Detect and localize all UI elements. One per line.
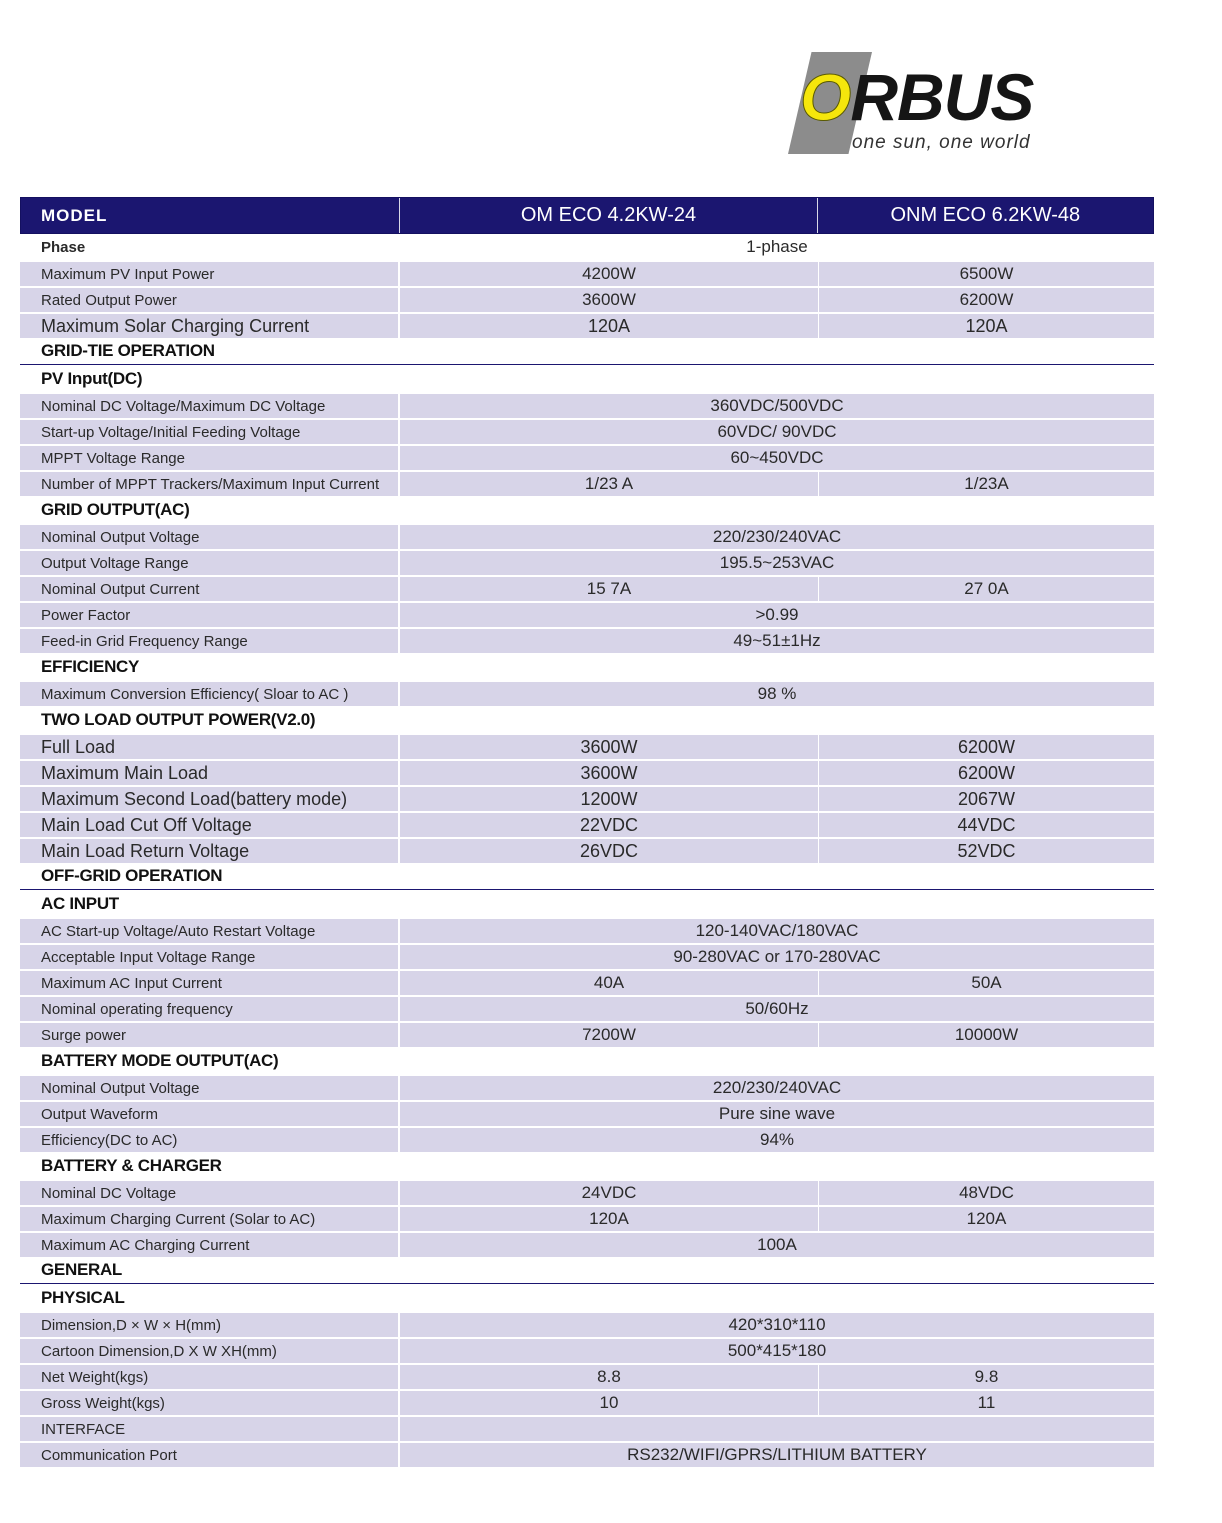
section-heading: PHYSICAL [41, 1287, 125, 1307]
table-row [20, 680, 1154, 706]
table-row [20, 418, 1154, 444]
table-row [20, 837, 1154, 863]
table-row [20, 523, 1154, 549]
table-row [20, 1363, 1154, 1389]
row-label: Maximum Main Load [20, 761, 400, 785]
row-label: Start-up Voltage/Initial Feeding Voltage [20, 420, 400, 444]
value-model-1: 1/23 A [584, 474, 634, 493]
table-row [20, 1389, 1154, 1415]
value-model-1: 26VDC [579, 840, 639, 861]
value-model-1: 15 7A [586, 579, 632, 598]
header-model-1: OM ECO 4.2KW-24 [400, 198, 817, 233]
value-model-1: 3600W [580, 736, 638, 757]
row-label: Nominal operating frequency [20, 997, 400, 1021]
value-model-1: 7200W [582, 1025, 636, 1044]
row-label: Nominal DC Voltage/Maximum DC Voltage [20, 394, 400, 418]
row-label: Power Factor [20, 603, 400, 627]
value-model-2: 48VDC [818, 1181, 1154, 1205]
value-both-models: Pure sine wave [718, 1104, 836, 1123]
logo-tagline: one sun, one world [852, 132, 1031, 153]
table-row [20, 1126, 1154, 1152]
table-row [20, 1415, 1154, 1441]
value-both-models: 120-140VAC/180VAC [695, 921, 859, 940]
row-label: Main Load Return Voltage [20, 839, 400, 863]
value-model-1: 1200W [580, 788, 638, 809]
value-both-models: 500*415*180 [727, 1341, 827, 1360]
value-model-1: 8.8 [597, 1367, 621, 1386]
value-model-2: 10000W [818, 1023, 1154, 1047]
value-model-2: 120A [818, 1207, 1154, 1231]
value-model-2: 6200W [818, 761, 1154, 785]
row-label: Communication Port [20, 1443, 400, 1467]
section-heading-row [20, 1284, 1154, 1311]
logo-letters-rest: RBUS [850, 60, 1034, 134]
table-row [20, 260, 1154, 286]
value-model-2: 1/23A [818, 472, 1154, 496]
row-label: Acceptable Input Voltage Range [20, 945, 400, 969]
table-row [20, 1205, 1154, 1231]
row-label: Rated Output Power [20, 288, 400, 312]
row-label: Net Weight(kgs) [20, 1365, 400, 1389]
value-model-2: 52VDC [818, 839, 1154, 863]
value-both-models: 50/60Hz [745, 999, 809, 1018]
value-model-2: 44VDC [818, 813, 1154, 837]
table-row [20, 1100, 1154, 1126]
row-label: Phase [41, 238, 86, 256]
row-label: Number of MPPT Trackers/Maximum Input Current [20, 472, 400, 496]
section-heading-row [20, 863, 1154, 890]
section-heading-row [20, 890, 1154, 917]
value-both-models: 98 % [757, 684, 797, 703]
table-row [20, 733, 1154, 759]
table-row [20, 1179, 1154, 1205]
value-model-1: 120A [589, 1209, 629, 1228]
header-model-label: MODEL [21, 198, 400, 233]
section-heading: TWO LOAD OUTPUT POWER(V2.0) [41, 709, 316, 729]
value-model-1: 40A [593, 973, 625, 992]
value-model-1: 3600W [580, 762, 638, 783]
row-label: Nominal Output Voltage [20, 1076, 400, 1100]
row-label: Dimension,D × W × H(mm) [20, 1313, 400, 1337]
table-row [20, 470, 1154, 496]
table-row [20, 286, 1154, 312]
logo-letter-o: O [800, 60, 851, 134]
row-label: Cartoon Dimension,D X W XH(mm) [20, 1339, 400, 1363]
value-both-models: 60~450VDC [730, 448, 824, 467]
table-row [20, 392, 1154, 418]
section-heading: AC INPUT [41, 893, 119, 913]
table-row [20, 1337, 1154, 1363]
section-heading: BATTERY & CHARGER [41, 1155, 222, 1175]
row-label: Maximum AC Input Current [20, 971, 400, 995]
value-both-models [400, 1417, 1154, 1441]
value-both-models: 420*310*110 [728, 1315, 826, 1334]
table-row [20, 943, 1154, 969]
value-both-models: 100A [757, 1235, 797, 1254]
table-header-row [20, 197, 1154, 234]
table-row [20, 759, 1154, 785]
value-both-models: 195.5~253VAC [719, 553, 835, 572]
section-heading: OFF-GRID OPERATION [41, 866, 223, 885]
row-label: Output Waveform [20, 1102, 400, 1126]
section-heading: GENERAL [41, 1260, 123, 1279]
row-label: Maximum Charging Current (Solar to AC) [20, 1207, 400, 1231]
row-label: Maximum Second Load(battery mode) [20, 787, 400, 811]
section-heading: EFFICIENCY [41, 656, 140, 676]
value-model-2: 120A [818, 314, 1154, 338]
spec-table [20, 197, 1154, 1467]
table-row [20, 811, 1154, 837]
table-body [20, 234, 1154, 1467]
table-row [20, 444, 1154, 470]
section-heading: GRID-TIE OPERATION [41, 341, 215, 360]
section-heading: BATTERY MODE OUTPUT(AC) [41, 1050, 279, 1070]
row-label: Maximum Solar Charging Current [20, 314, 400, 338]
row-label: Efficiency(DC to AC) [20, 1128, 400, 1152]
value-both-models: 49~51±1Hz [733, 631, 821, 650]
table-row [20, 549, 1154, 575]
table-row [20, 312, 1154, 338]
value-both-models: 220/230/240VAC [712, 1078, 842, 1097]
table-row [20, 995, 1154, 1021]
value-model-2: 6500W [818, 262, 1154, 286]
table-row [20, 601, 1154, 627]
orbus-logo [788, 52, 1088, 158]
table-row [20, 1074, 1154, 1100]
value-model-2: 6200W [818, 735, 1154, 759]
section-heading: GRID OUTPUT(AC) [41, 499, 190, 519]
section-heading-row [20, 1152, 1154, 1179]
section-heading-row [20, 1257, 1154, 1284]
value-both-models: 94% [759, 1130, 795, 1149]
table-row [20, 575, 1154, 601]
section-heading: PV Input(DC) [41, 368, 143, 388]
table-row [20, 917, 1154, 943]
value-both-models: 1-phase [746, 237, 808, 256]
value-model-1: 10 [599, 1393, 619, 1412]
table-row [20, 785, 1154, 811]
logo-brand-text [800, 60, 1034, 134]
section-heading-row [20, 365, 1154, 392]
table-row [20, 1311, 1154, 1337]
table-row [20, 627, 1154, 653]
row-label: INTERFACE [20, 1417, 400, 1441]
value-both-models: >0.99 [755, 605, 799, 624]
row-label: Nominal Output Voltage [20, 525, 400, 549]
value-model-1: 22VDC [579, 814, 639, 835]
section-heading-row [20, 496, 1154, 523]
value-model-2: 11 [818, 1391, 1154, 1415]
value-both-models: 90-280VAC or 170-280VAC [673, 947, 881, 966]
row-label: Maximum Conversion Efficiency( Sloar to AC ) [20, 682, 400, 706]
value-model-2: 2067W [818, 787, 1154, 811]
row-label: Nominal Output Current [20, 577, 400, 601]
value-model-2: 27 0A [818, 577, 1154, 601]
value-model-2: 6200W [818, 288, 1154, 312]
table-row [20, 1441, 1154, 1467]
row-label: Nominal DC Voltage [20, 1181, 400, 1205]
row-label: Surge power [20, 1023, 400, 1047]
table-row [20, 969, 1154, 995]
value-model-1: 120A [587, 315, 631, 336]
value-model-2: 9.8 [818, 1365, 1154, 1389]
section-heading-row [20, 338, 1154, 365]
row-label: AC Start-up Voltage/Auto Restart Voltage [20, 919, 400, 943]
value-both-models: RS232/WIFI/GPRS/LITHIUM BATTERY [627, 1445, 927, 1464]
value-both-models: 360VDC/500VDC [710, 396, 844, 415]
row-label: Maximum PV Input Power [20, 262, 400, 286]
row-label: Gross Weight(kgs) [20, 1391, 400, 1415]
header-model-2: ONM ECO 6.2KW-48 [890, 204, 1081, 226]
value-both-models: 220/230/240VAC [712, 527, 842, 546]
row-label: Output Voltage Range [20, 551, 400, 575]
value-model-1: 3600W [582, 290, 636, 309]
row-label: Main Load Cut Off Voltage [20, 813, 400, 837]
row-label: MPPT Voltage Range [20, 446, 400, 470]
value-model-2: 50A [818, 971, 1154, 995]
section-heading-row [20, 1047, 1154, 1074]
value-both-models: 60VDC/ 90VDC [717, 422, 837, 441]
table-row [20, 1231, 1154, 1257]
value-model-1: 24VDC [581, 1183, 637, 1202]
row-label: Maximum AC Charging Current [20, 1233, 400, 1257]
row-label: Full Load [20, 735, 400, 759]
table-row [20, 234, 1154, 260]
section-heading-row [20, 653, 1154, 680]
section-heading-row [20, 706, 1154, 733]
row-label: Feed-in Grid Frequency Range [20, 629, 400, 653]
value-model-1: 4200W [582, 264, 636, 283]
table-row [20, 1021, 1154, 1047]
